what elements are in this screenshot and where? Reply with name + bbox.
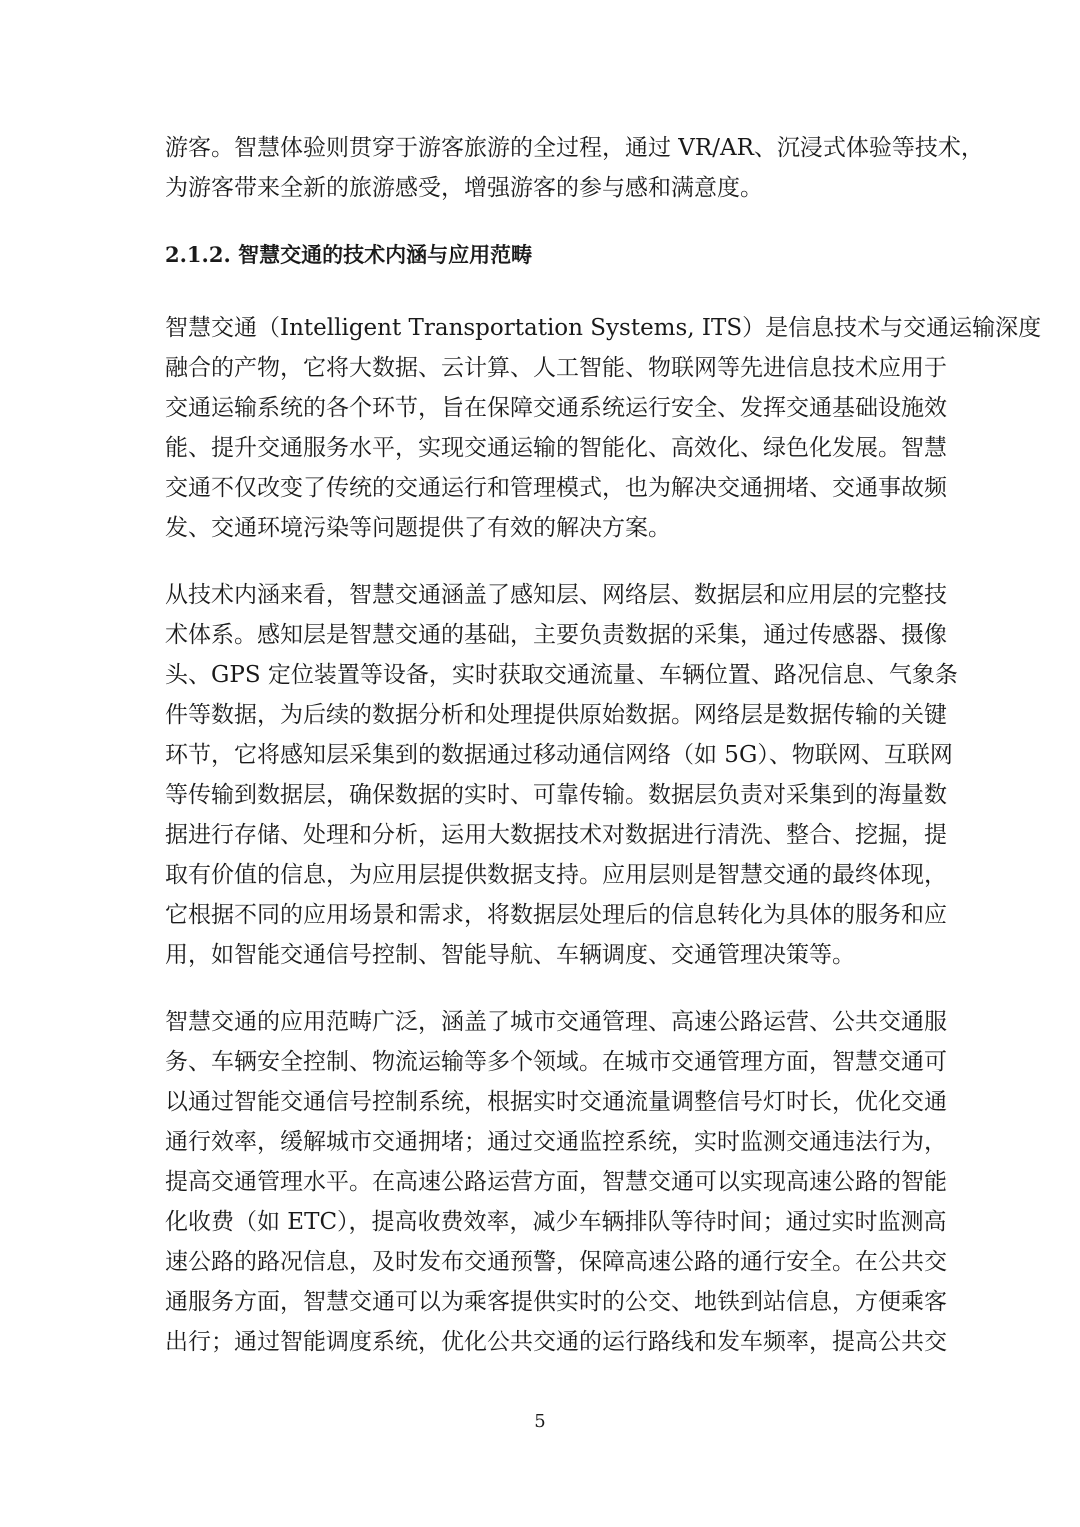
- intro-line: 为游客带来全新的旅游感受，增强游客的参与感和满意度。: [165, 175, 763, 201]
- paragraph3-line: 速公路的路况信息，及时发布交通预警，保障高速公路的通行安全。在公共交: [165, 1249, 947, 1275]
- paragraph3-line: 以通过智能交通信号控制系统，根据实时交通流量调整信号灯时长，优化交通: [165, 1089, 947, 1115]
- paragraph1-line: 发、交通环境污染等问题提供了有效的解决方案。: [165, 515, 671, 541]
- paragraph2-line: 据进行存储、处理和分析，运用大数据技术对数据进行清洗、整合、挖掘，提: [165, 822, 947, 848]
- paragraph3-line: 智慧交通的应用范畴广泛，涵盖了城市交通管理、高速公路运营、公共交通服: [165, 1009, 947, 1035]
- paragraph3-line: 务、车辆安全控制、物流运输等多个领域。在城市交通管理方面，智慧交通可: [165, 1049, 947, 1075]
- paragraph2-line: 从技术内涵来看，智慧交通涵盖了感知层、网络层、数据层和应用层的完整技: [165, 582, 947, 608]
- paragraph3-line: 通行效率，缓解城市交通拥堵；通过交通监控系统，实时监测交通违法行为，: [165, 1129, 947, 1155]
- paragraph2-line: 它根据不同的应用场景和需求，将数据层处理后的信息转化为具体的服务和应: [165, 902, 947, 928]
- paragraph3-line: 通服务方面，智慧交通可以为乘客提供实时的公交、地铁到站信息，方便乘客: [165, 1289, 947, 1315]
- paragraph2-line: 件等数据，为后续的数据分析和处理提供原始数据。网络层是数据传输的关键: [165, 702, 947, 728]
- paragraph2-line: 环节，它将感知层采集到的数据通过移动通信网络（如 5G）、物联网、互联网: [165, 742, 953, 768]
- paragraph3-line: 化收费（如 ETC），提高收费效率，减少车辆排队等待时间；通过实时监测高: [165, 1209, 947, 1235]
- paragraph2-line: 头、GPS 定位装置等设备，实时获取交通流量、车辆位置、路况信息、气象条: [165, 662, 958, 688]
- paragraph1-line: 交通运输系统的各个环节，旨在保障交通系统运行安全、发挥交通基础设施效: [165, 395, 947, 421]
- page-number: 5: [534, 1411, 546, 1432]
- section-heading: 2.1.2. 智慧交通的技术内涵与应用范畴: [165, 242, 533, 267]
- paragraph1-line: 交通不仅改变了传统的交通运行和管理模式，也为解决交通拥堵、交通事故频: [165, 475, 947, 501]
- paragraph3-line: 提高交通管理水平。在高速公路运营方面，智慧交通可以实现高速公路的智能: [165, 1169, 947, 1195]
- paragraph3-line: 出行；通过智能调度系统，优化公共交通的运行路线和发车频率，提高公共交: [165, 1329, 947, 1355]
- paragraph1-line: 智慧交通（Intelligent Transportation Systems, ITS）是信息技术与交通运输深度: [165, 315, 1042, 341]
- intro-line: 游客。智慧体验则贯穿于游客旅游的全过程，通过 VR/AR、沉浸式体验等技术，: [165, 135, 984, 161]
- paragraph1-line: 融合的产物，它将大数据、云计算、人工智能、物联网等先进信息技术应用于: [165, 355, 947, 381]
- paragraph2-line: 取有价值的信息，为应用层提供数据支持。应用层则是智慧交通的最终体现，: [165, 862, 947, 888]
- paragraph2-line: 用，如智能交通信号控制、智能导航、车辆调度、交通管理决策等。: [165, 942, 855, 968]
- paragraph2-line: 术体系。感知层是智慧交通的基础，主要负责数据的采集，通过传感器、摄像: [165, 622, 947, 648]
- paragraph2-line: 等传输到数据层，确保数据的实时、可靠传输。数据层负责对采集到的海量数: [165, 782, 947, 808]
- paragraph1-line: 能、提升交通服务水平，实现交通运输的智能化、高效化、绿色化发展。智慧: [165, 435, 947, 461]
